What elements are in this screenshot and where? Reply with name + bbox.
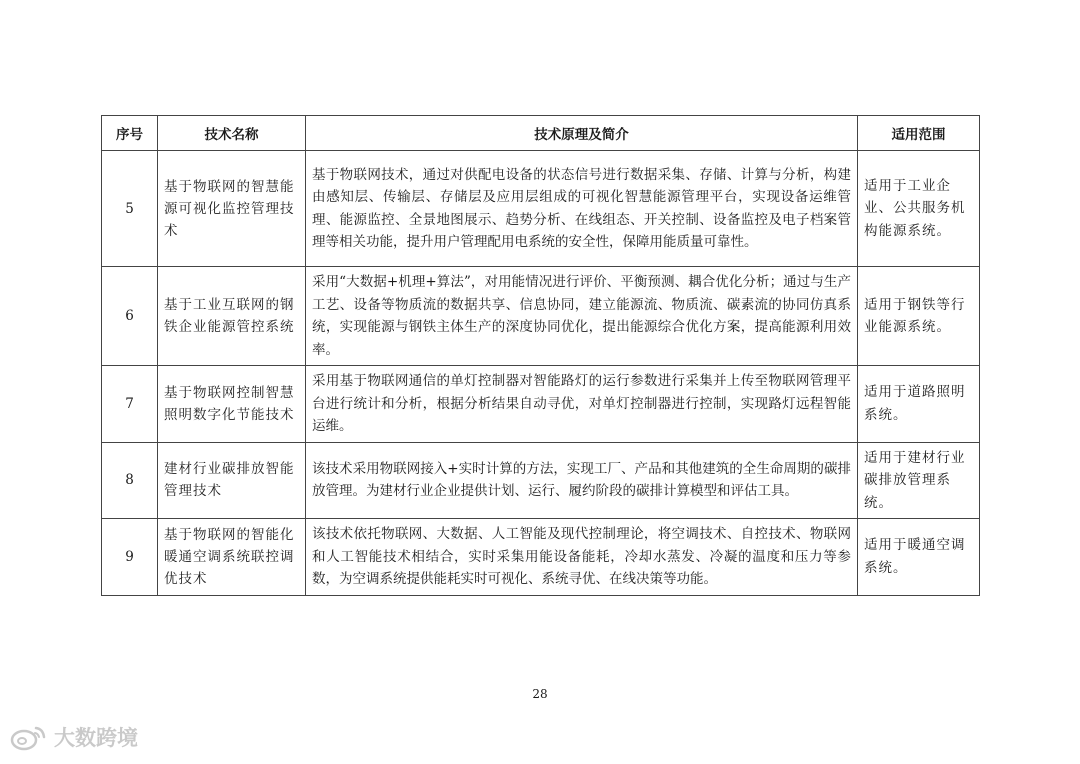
- table-header-row: [102, 116, 980, 151]
- row-description: 基于物联网技术，通过对供配电设备的状态信号进行数据采集、存储、计算与分析，构建由感知层、传输层、存储层及应用层组成的可视化智慧能源管理平台，实现设备运维管理、能源监控、全景地图展示、趋势分析、在线组态、开关控制、设备监控及电子档案管理等相关功能，提升用户管理配用电系统的安全性，保障用能质量可靠性。: [306, 151, 858, 267]
- row-tech-name: 基于物联网的智能化暖通空调系统联控调优技术: [158, 519, 306, 596]
- row-description: 该技术采用物联网接入+实时计算的方法，实现工厂、产品和其他建筑的全生命周期的碳排放管理。为建材行业企业提供计划、运行、履约阶段的碳排计算模型和评估工具。: [306, 442, 858, 519]
- header-desc: 技术原理及简介: [306, 116, 858, 151]
- row-scope: 适用于钢铁等行业能源系统。: [858, 267, 980, 366]
- row-tech-name: 基于工业互联网的钢铁企业能源管控系统: [158, 267, 306, 366]
- row-num: 6: [102, 267, 158, 366]
- header-num: 序号: [102, 116, 158, 151]
- technology-table: [101, 115, 980, 596]
- page-number: 28: [532, 687, 548, 701]
- row-tech-name: 基于物联网的智慧能源可视化监控管理技术: [158, 151, 306, 267]
- row-tech-name: 建材行业碳排放智能管理技术: [158, 442, 306, 519]
- row-scope: 适用于工业企业、公共服务机构能源系统。: [858, 151, 980, 267]
- weibo-logo-icon: [8, 722, 48, 752]
- row-scope: 适用于建材行业碳排放管理系统。: [858, 442, 980, 519]
- table-row: [102, 151, 980, 267]
- header-name: 技术名称: [158, 116, 306, 151]
- row-scope: 适用于道路照明系统。: [858, 366, 980, 443]
- row-num: 7: [102, 366, 158, 443]
- row-scope: 适用于暖通空调系统。: [858, 519, 980, 596]
- row-num: 5: [102, 151, 158, 267]
- header-scope: 适用范围: [858, 116, 980, 151]
- table-row: [102, 267, 980, 366]
- table-row: [102, 442, 980, 519]
- row-tech-name: 基于物联网控制智慧照明数字化节能技术: [158, 366, 306, 443]
- watermark: [8, 722, 138, 752]
- table-row: [102, 519, 980, 596]
- row-description: 采用“大数据+机理+算法”，对用能情况进行评价、平衡预测、耦合优化分析；通过与生产工艺、设备等物质流的数据共享、信息协同，建立能源流、物质流、碳素流的协同仿真系统，实现能源与钢铁主体生产的深度协同优化，提出能源综合优化方案，提高能源利用效率。: [306, 267, 858, 366]
- row-description: 该技术依托物联网、大数据、人工智能及现代控制理论，将空调技术、自控技术、物联网和人工智能技术相结合，实时采集用能设备能耗，冷却水蒸发、冷凝的温度和压力等参数，为空调系统提供能耗实时可视化、系统寻优、在线决策等功能。: [306, 519, 858, 596]
- row-num: 8: [102, 442, 158, 519]
- watermark-text: 大数跨境: [54, 726, 138, 750]
- row-num: 9: [102, 519, 158, 596]
- table-row: [102, 366, 980, 443]
- row-description: 采用基于物联网通信的单灯控制器对智能路灯的运行参数进行采集并上传至物联网管理平台进行统计和分析，根据分析结果自动寻优，对单灯控制器进行控制，实现路灯远程智能运维。: [306, 366, 858, 443]
